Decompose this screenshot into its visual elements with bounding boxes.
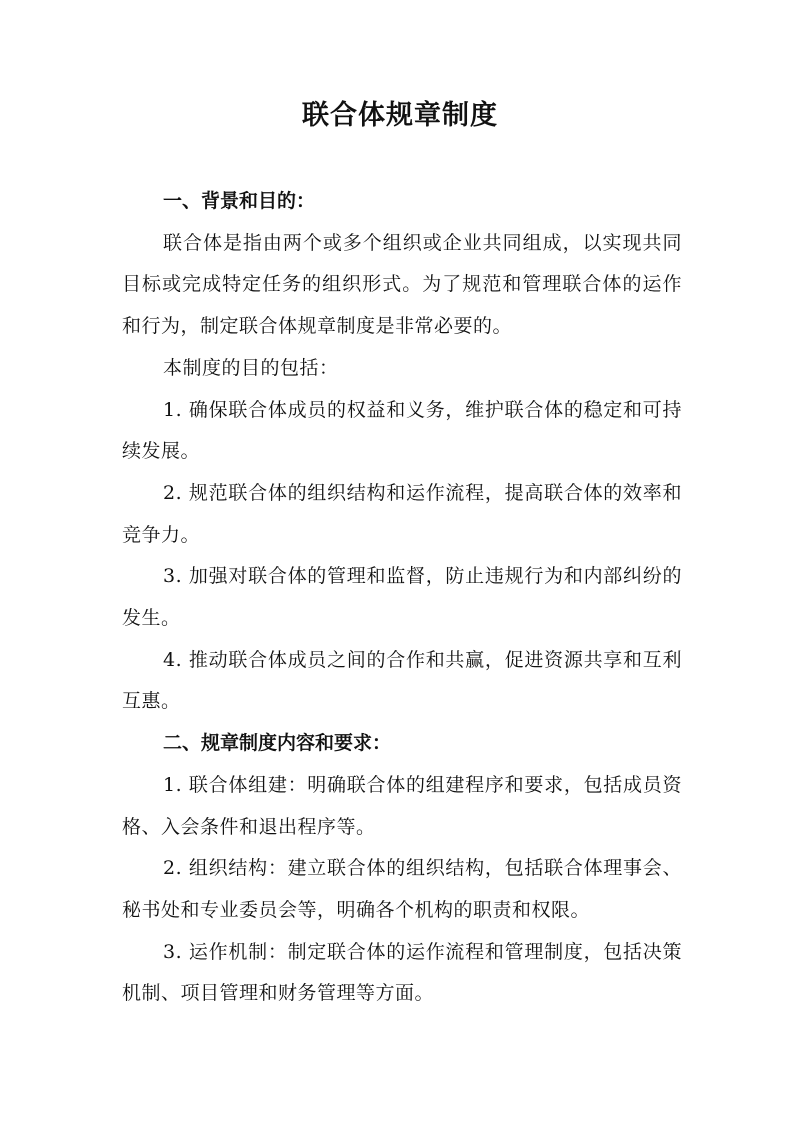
paragraph: 联合体是指由两个或多个组织或企业共同组成，以实现共同目标或完成特定任务的组织形式。为了规范和管理联合体的运作和行为，制定联合体规章制度是非常必要的。 [122, 231, 682, 338]
list-item: 1. 联合体组建：明确联合体的组建程序和要求，包括成员资格、入会条件和退出程序等。 [122, 773, 682, 838]
list-item: 2. 规范联合体的组织结构和运作流程，提高联合体的效率和竞争力。 [122, 481, 682, 546]
document-title: 联合体规章制度 [302, 100, 498, 131]
list-item: 3. 加强对联合体的管理和监督，防止违规行为和内部纠纷的发生。 [122, 565, 682, 630]
list-item: 1. 确保联合体成员的权益和义务，维护联合体的稳定和可持续发展。 [122, 398, 682, 463]
list-item: 3. 运作机制：制定联合体的运作流程和管理制度，包括决策机制、项目管理和财务管理等方面。 [122, 940, 682, 1005]
section-background [122, 181, 682, 723]
list-item: 2. 组织结构：建立联合体的组织结构，包括联合体理事会、秘书处和专业委员会等，明确各个机构的职责和权限。 [122, 857, 682, 921]
document-body [122, 181, 682, 1015]
section-heading: 二、规章制度内容和要求： [163, 732, 392, 755]
paragraph: 本制度的目的包括： [163, 356, 339, 379]
section-heading: 一、背景和目的： [163, 190, 316, 212]
list-item: 4. 推动联合体成员之间的合作和共赢，促进资源共享和互利互惠。 [122, 648, 682, 713]
section-rules [122, 723, 682, 1015]
